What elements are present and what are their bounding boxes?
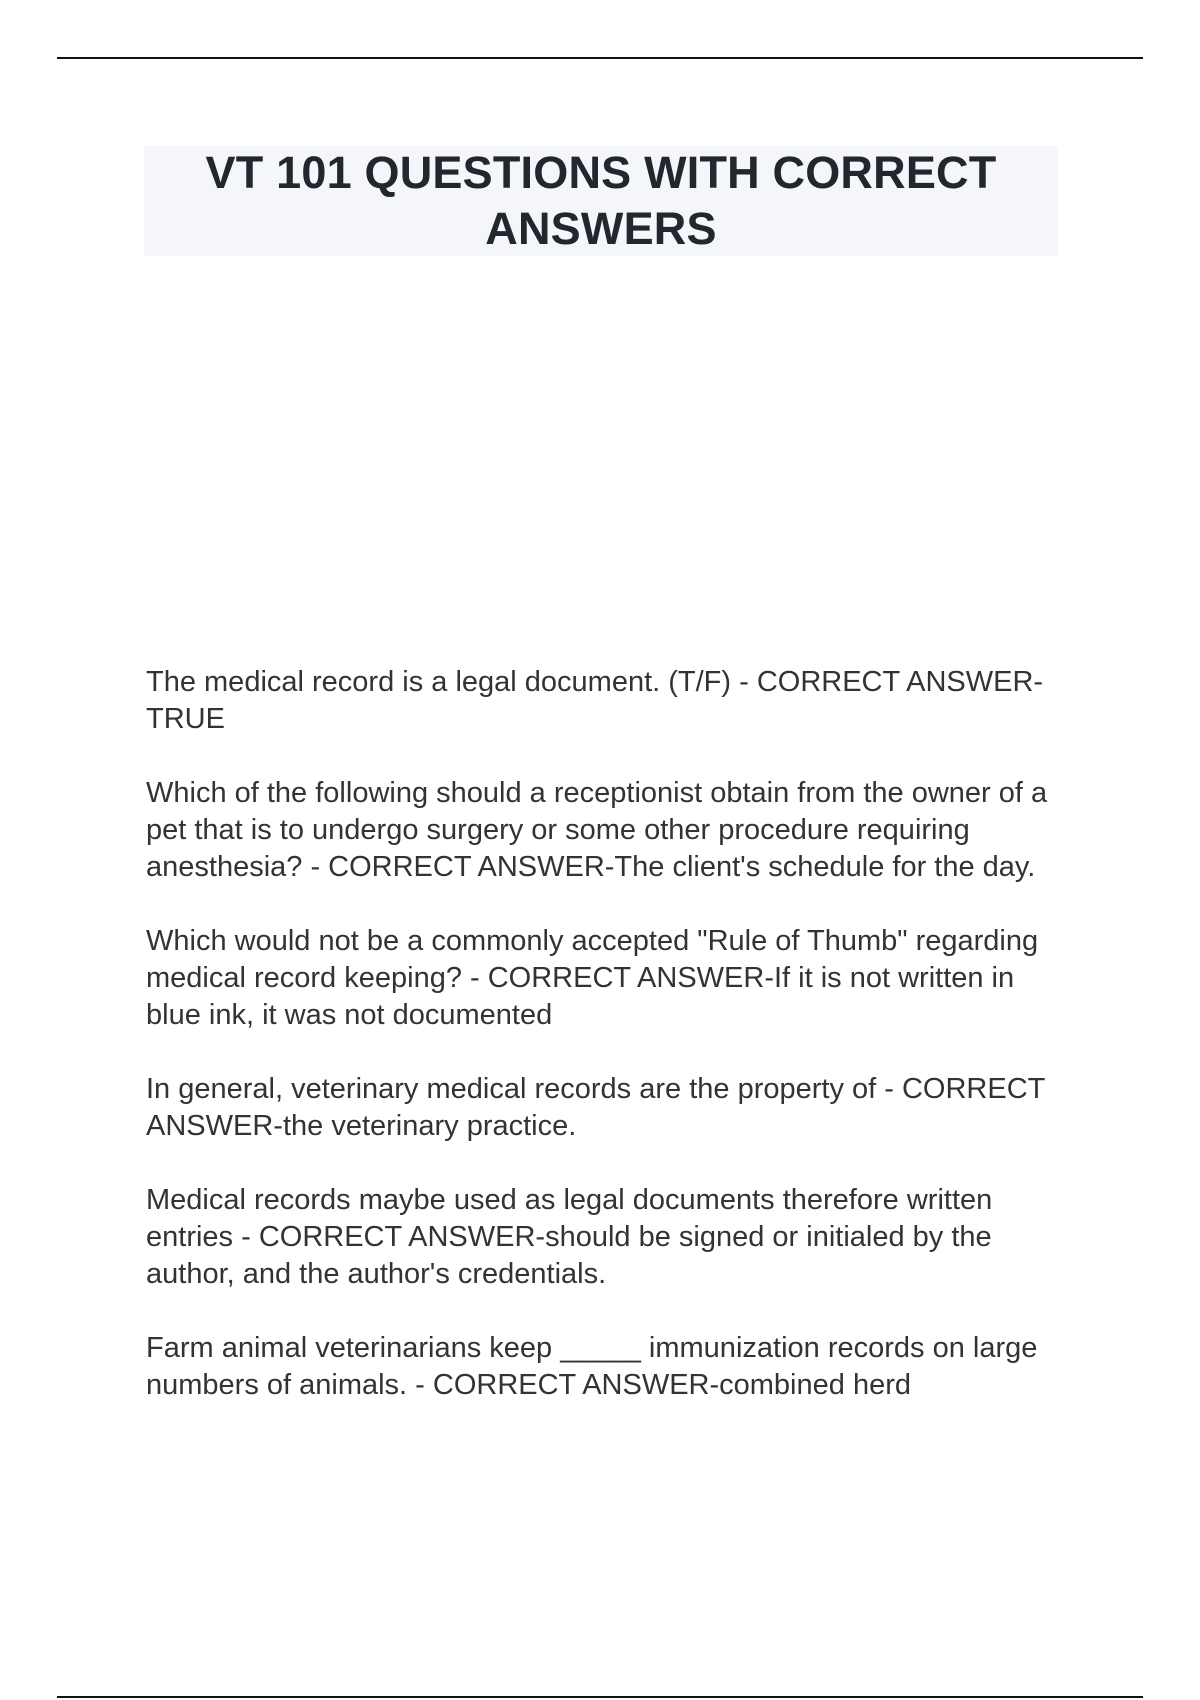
question-answer-list	[146, 664, 1066, 1441]
bottom-divider	[57, 1696, 1143, 1698]
qa-item: In general, veterinary medical records are the property of - CORRECT ANSWER-the veterinary practice.	[146, 1073, 1045, 1142]
top-divider	[57, 57, 1143, 59]
qa-item: Which would not be a commonly accepted "Rule of Thumb" regarding medical record keeping? - CORRECT ANSWER-If it is not written in blue ink, it was not documented	[146, 925, 1039, 1031]
document-title: VT 101 QUESTIONS WITH CORRECT ANSWERS	[205, 147, 997, 254]
qa-item: Which of the following should a receptionist obtain from the owner of a pet that is to undergo surgery or some other procedure requiring anesthesia? - CORRECT ANSWER-The client's schedule for the day.	[146, 777, 1048, 883]
title-banner	[144, 146, 1058, 256]
qa-item: Medical records maybe used as legal documents therefore written entries - CORRECT ANSWER-should be signed or initialed by the author, and the author's credentials.	[146, 1184, 993, 1290]
qa-item: The medical record is a legal document. (T/F) - CORRECT ANSWER-TRUE	[146, 666, 1044, 735]
qa-item: Farm animal veterinarians keep _____ immunization records on large numbers of animals. - CORRECT ANSWER-combined herd	[146, 1332, 1038, 1401]
